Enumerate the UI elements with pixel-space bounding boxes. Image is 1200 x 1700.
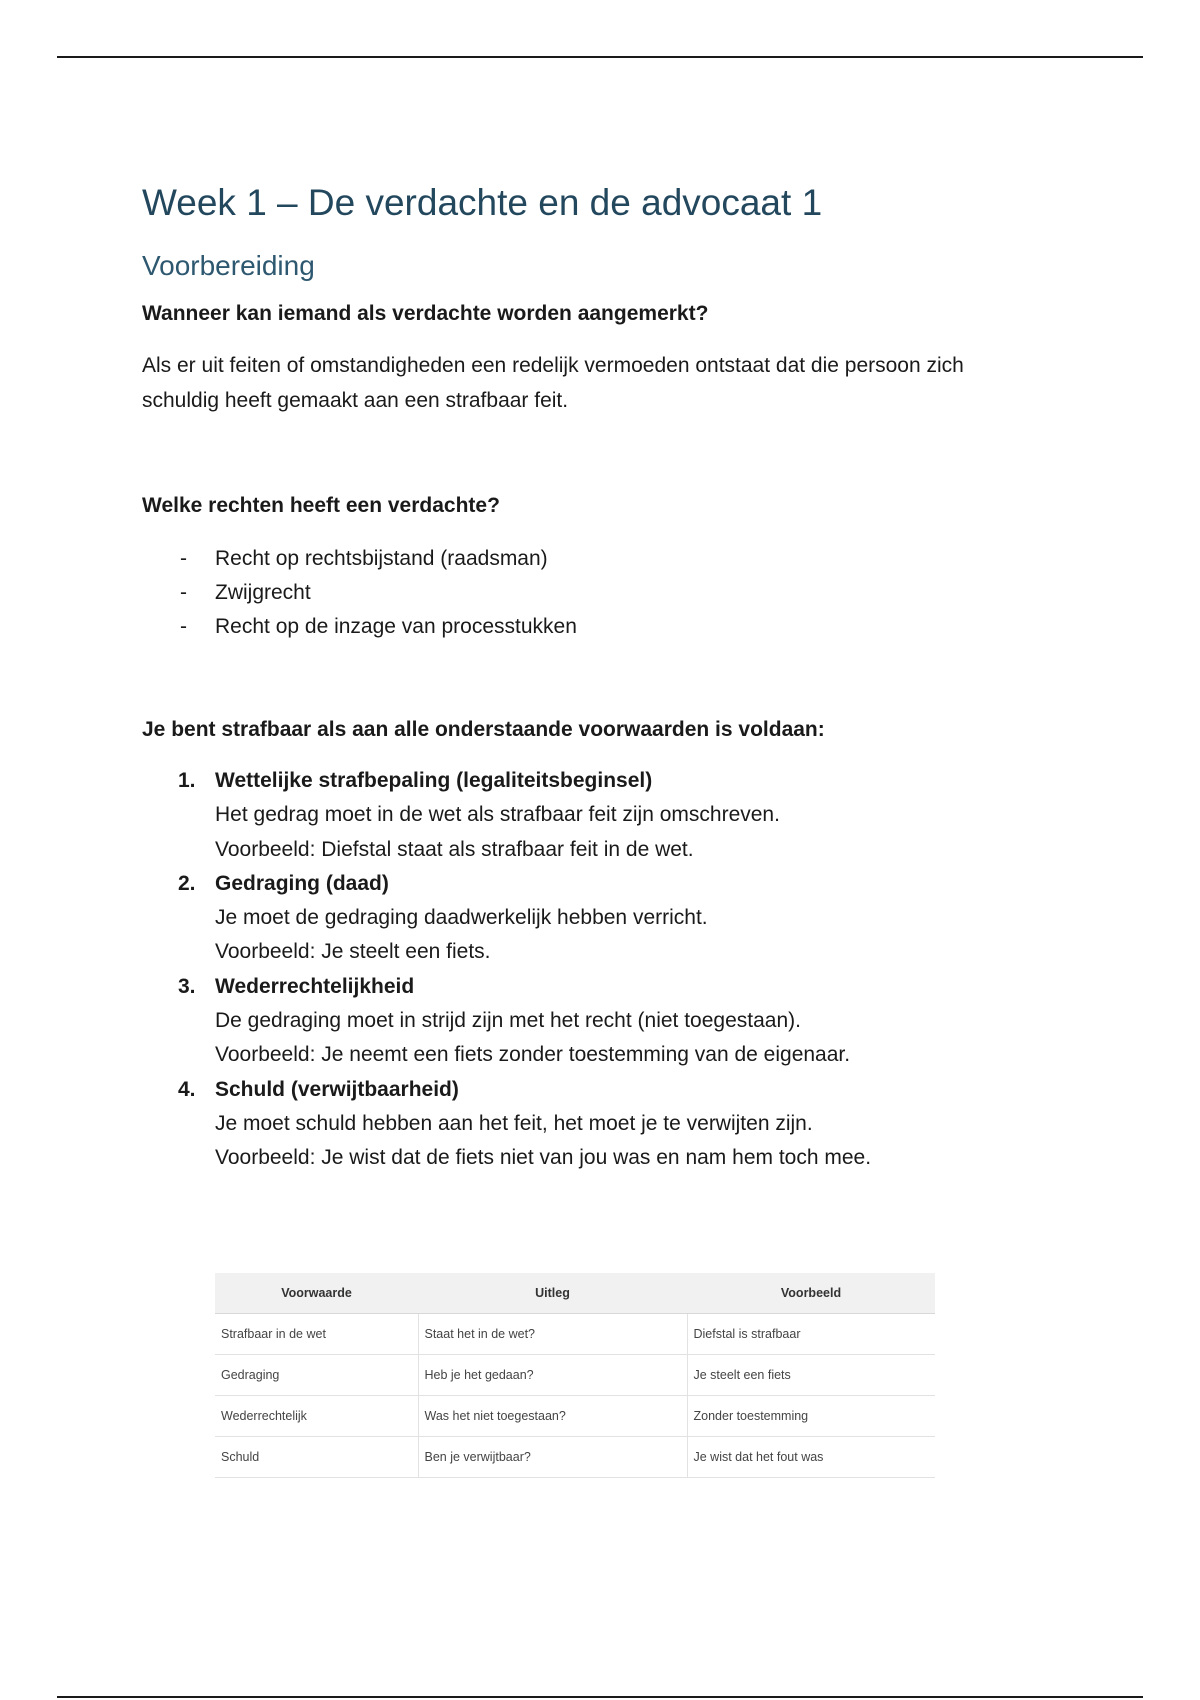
condition-text: Het gedrag moet in de wet als strafbaar feit zijn omschreven. — [215, 803, 780, 827]
table-cell: Je wist dat het fout was — [687, 1437, 935, 1478]
bottom-rule — [57, 1696, 1143, 1698]
top-rule — [57, 56, 1143, 58]
condition-item — [142, 867, 1042, 970]
dash-bullet: - — [180, 581, 187, 604]
condition-text: Je moet schuld hebben aan het feit, het moet je te verwijten zijn. — [215, 1111, 813, 1135]
table-cell: Schuld — [215, 1437, 418, 1478]
condition-text: Je moet de gedraging daadwerkelijk hebben verricht. — [215, 906, 708, 930]
condition-title: Wederrechtelijkheid — [215, 974, 415, 998]
table-cell: Je steelt een fiets — [687, 1355, 935, 1396]
table-cell: Gedraging — [215, 1355, 418, 1396]
document-body — [142, 180, 1042, 1176]
table-cell: Heb je het gedaan? — [418, 1355, 687, 1396]
condition-example: Voorbeeld: Diefstal staat als strafbaar feit in de wet. — [215, 837, 694, 861]
rights-list — [142, 542, 1042, 644]
condition-example: Voorbeeld: Je steelt een fiets. — [215, 940, 491, 964]
question-punishability: Je bent strafbaar als aan alle onderstaande voorwaarden is voldaan: — [142, 718, 825, 741]
condition-title: Gedraging (daad) — [215, 871, 389, 895]
table-header-row — [215, 1273, 935, 1314]
right-text: Recht op rechtsbijstand (raadsman) — [215, 547, 548, 570]
condition-item — [142, 764, 1042, 867]
condition-example: Voorbeeld: Je wist dat de fiets niet van jou was en nam hem toch mee. — [215, 1146, 872, 1170]
condition-example: Voorbeeld: Je neemt een fiets zonder toestemming van de eigenaar. — [215, 1043, 851, 1067]
section-heading: Voorbereiding — [142, 250, 315, 281]
header-voorbeeld: Voorbeeld — [687, 1273, 935, 1314]
condition-number: 3. — [178, 974, 196, 998]
question-suspect-definition: Wanneer kan iemand als verdachte worden aangemerkt? — [142, 302, 709, 325]
right-text: Zwijgrecht — [215, 581, 311, 604]
dash-bullet: - — [180, 547, 187, 570]
question-suspect-rights: Welke rechten heeft een verdachte? — [142, 494, 500, 517]
table-cell: Diefstal is strafbaar — [687, 1314, 935, 1355]
table-row — [215, 1355, 935, 1396]
condition-title: Wettelijke strafbepaling (legaliteitsbeginsel) — [215, 769, 653, 792]
list-item — [142, 542, 1042, 576]
condition-title: Schuld (verwijtbaarheid) — [215, 1077, 459, 1101]
table-cell: Wederrechtelijk — [215, 1396, 418, 1437]
condition-number: 1. — [178, 769, 196, 792]
conditions-list — [142, 764, 1042, 1176]
header-voorwaarde: Voorwaarde — [215, 1273, 418, 1314]
header-uitleg: Uitleg — [418, 1273, 687, 1314]
list-item — [142, 610, 1042, 644]
table-cell: Staat het in de wet? — [418, 1314, 687, 1355]
right-text: Recht op de inzage van processtukken — [215, 615, 577, 638]
condition-item — [142, 1073, 1042, 1176]
table-cell: Strafbaar in de wet — [215, 1314, 418, 1355]
answer-suspect-definition: Als er uit feiten of omstandigheden een redelijk vermoeden ontstaat dat die persoon zich schuldig heeft gemaakt aan een strafbaar feit. — [142, 354, 964, 412]
table-row — [215, 1314, 935, 1355]
table-cell: Was het niet toegestaan? — [418, 1396, 687, 1437]
table-row — [215, 1396, 935, 1437]
condition-number: 2. — [178, 871, 196, 895]
condition-item — [142, 970, 1042, 1073]
table-row — [215, 1437, 935, 1478]
table-cell: Ben je verwijtbaar? — [418, 1437, 687, 1478]
page-title: Week 1 – De verdachte en de advocaat 1 — [142, 182, 823, 223]
condition-text: De gedraging moet in strijd zijn met het recht (niet toegestaan). — [215, 1009, 801, 1033]
dash-bullet: - — [180, 615, 187, 638]
summary-table — [215, 1273, 935, 1478]
list-item — [142, 576, 1042, 610]
condition-number: 4. — [178, 1077, 196, 1101]
table-cell: Zonder toestemming — [687, 1396, 935, 1437]
